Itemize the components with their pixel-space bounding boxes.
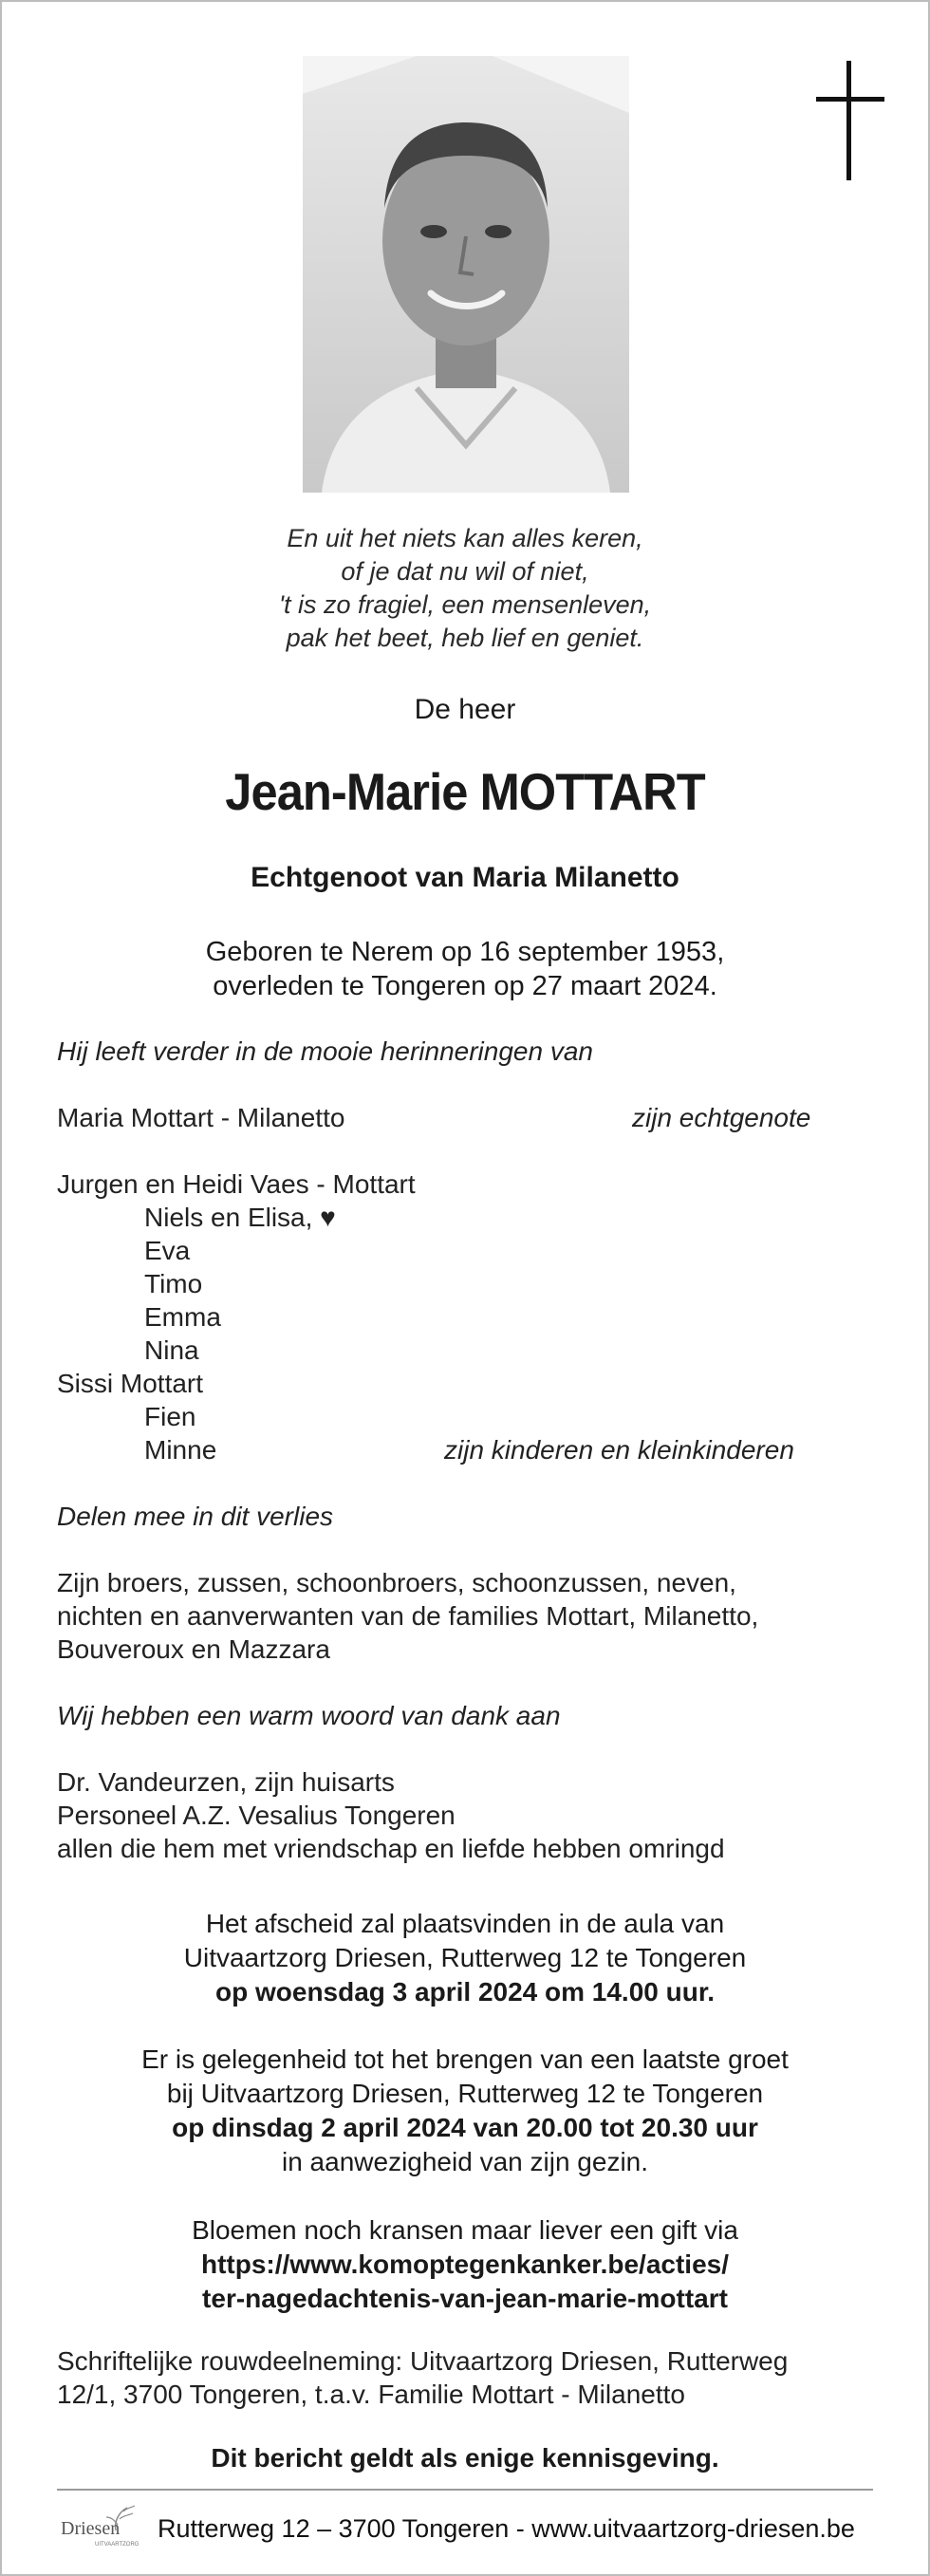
poem-line: of je dat nu wil of niet, (341, 557, 589, 586)
family-member: Emma (144, 1302, 221, 1332)
cross-icon (816, 61, 884, 180)
portrait-photo (303, 56, 629, 493)
thanks-line: allen die hem met vriendschap en liefde hebben omringd (57, 1834, 725, 1863)
family-member: Fien (144, 1402, 196, 1431)
spouse-row (57, 1101, 873, 1134)
visit-date: op dinsdag 2 april 2024 van 20.00 tot 20.30 uur (172, 2113, 758, 2142)
relatives-text (57, 1566, 873, 1666)
family-member: Niels en Elisa, ♥ (144, 1203, 336, 1232)
death-line: overleden te Tongeren op 27 maart 2024. (213, 971, 717, 1001)
family-member: Sissi Mottart (57, 1369, 204, 1398)
visitation-info (2, 2043, 928, 2179)
condolence-line: 12/1, 3700 Tongeren, t.a.v. Familie Mottart - Milanetto (57, 2380, 685, 2409)
ceremony-line: Het afscheid zal plaatsvinden in de aula van (205, 1909, 725, 1938)
family-member: Nina (144, 1335, 199, 1365)
ceremony-info (2, 1907, 928, 2009)
footer-address: Rutterweg 12 – 3700 Tongeren - www.uitvaartzorg-driesen.be (158, 2514, 855, 2543)
thanks-line: Personeel A.Z. Vesalius Tongeren (57, 1801, 456, 1830)
poem-line: 't is zo fragiel, een mensenleven, (278, 590, 652, 619)
thanks-heading: Wij hebben een warm woord van dank aan (57, 1701, 561, 1730)
memories-heading: Hij leeft verder in de mooie herinneringen van (57, 1036, 593, 1066)
family-last-row (57, 1433, 873, 1466)
visit-line: bij Uitvaartzorg Driesen, Rutterweg 12 te Tongeren (166, 2079, 764, 2108)
share-heading: Delen mee in dit verlies (57, 1502, 334, 1531)
condolence-info (57, 2344, 788, 2411)
logo-subtext: UITVAARTZORG (95, 2542, 140, 2548)
memories-section (57, 1035, 873, 1865)
family-relation: zijn kinderen en kleinkinderen (444, 1435, 794, 1465)
condolence-line: Schriftelijke rouwdeelneming: Uitvaartzorg Driesen, Rutterweg (57, 2346, 789, 2376)
footer (57, 2500, 873, 2557)
family-member: Timo (144, 1269, 203, 1298)
ceremony-date: op woensdag 3 april 2024 om 14.00 uur. (215, 1977, 715, 2007)
logo-text: Driesen (61, 2518, 121, 2539)
relatives-line: nichten en aanverwanten van de families Mottart, Milanetto, (57, 1601, 759, 1631)
birth-line: Geboren te Nerem op 16 september 1953, (205, 937, 725, 967)
spouse-relation: zijn echtgenote (632, 1103, 811, 1132)
visit-tail: in aanwezigheid van zijn gezin. (281, 2147, 649, 2176)
ceremony-line: Uitvaartzorg Driesen, Rutterweg 12 te Tongeren (183, 1943, 747, 1972)
family-member: Jurgen en Heidi Vaes - Mottart (57, 1169, 416, 1199)
deceased-name: Jean-Marie MOTTART (225, 762, 705, 821)
spouse-name: Maria Mottart - Milanetto (57, 1103, 345, 1132)
visit-line: Er is gelegenheid tot het brengen van een laatste groet (141, 2044, 789, 2074)
gift-url-line[interactable]: ter-nagedachtenis-van-jean-marie-mottart (202, 2284, 728, 2313)
driesen-logo (57, 2502, 142, 2551)
title-prefix: De heer (414, 694, 516, 725)
relatives-line: Bouveroux en Mazzara (57, 1634, 330, 1664)
poem-line: En uit het niets kan alles keren, (287, 524, 643, 552)
relatives-line: Zijn broers, zussen, schoonbroers, schoonzussen, neven, (57, 1568, 736, 1597)
gift-line: Bloemen noch kransen maar liever een gift via (192, 2215, 738, 2245)
family-list (57, 1167, 873, 1466)
thanks-line: Dr. Vandeurzen, zijn huisarts (57, 1767, 395, 1797)
spouse-line: Echtgenoot van Maria Milanetto (251, 862, 679, 893)
gift-url-line[interactable]: https://www.komoptegenkanker.be/acties/ (201, 2249, 729, 2279)
thanks-list (57, 1765, 873, 1865)
poem-line: pak het beet, heb lief en geniet. (286, 624, 644, 652)
footer-divider (57, 2489, 873, 2491)
notice: Dit bericht geldt als enige kennisgeving. (211, 2443, 719, 2473)
poem (2, 522, 928, 655)
family-member: Minne (144, 1435, 217, 1465)
gift-info (2, 2213, 928, 2316)
birth-death-info (2, 935, 928, 1003)
family-member: Eva (144, 1236, 191, 1265)
